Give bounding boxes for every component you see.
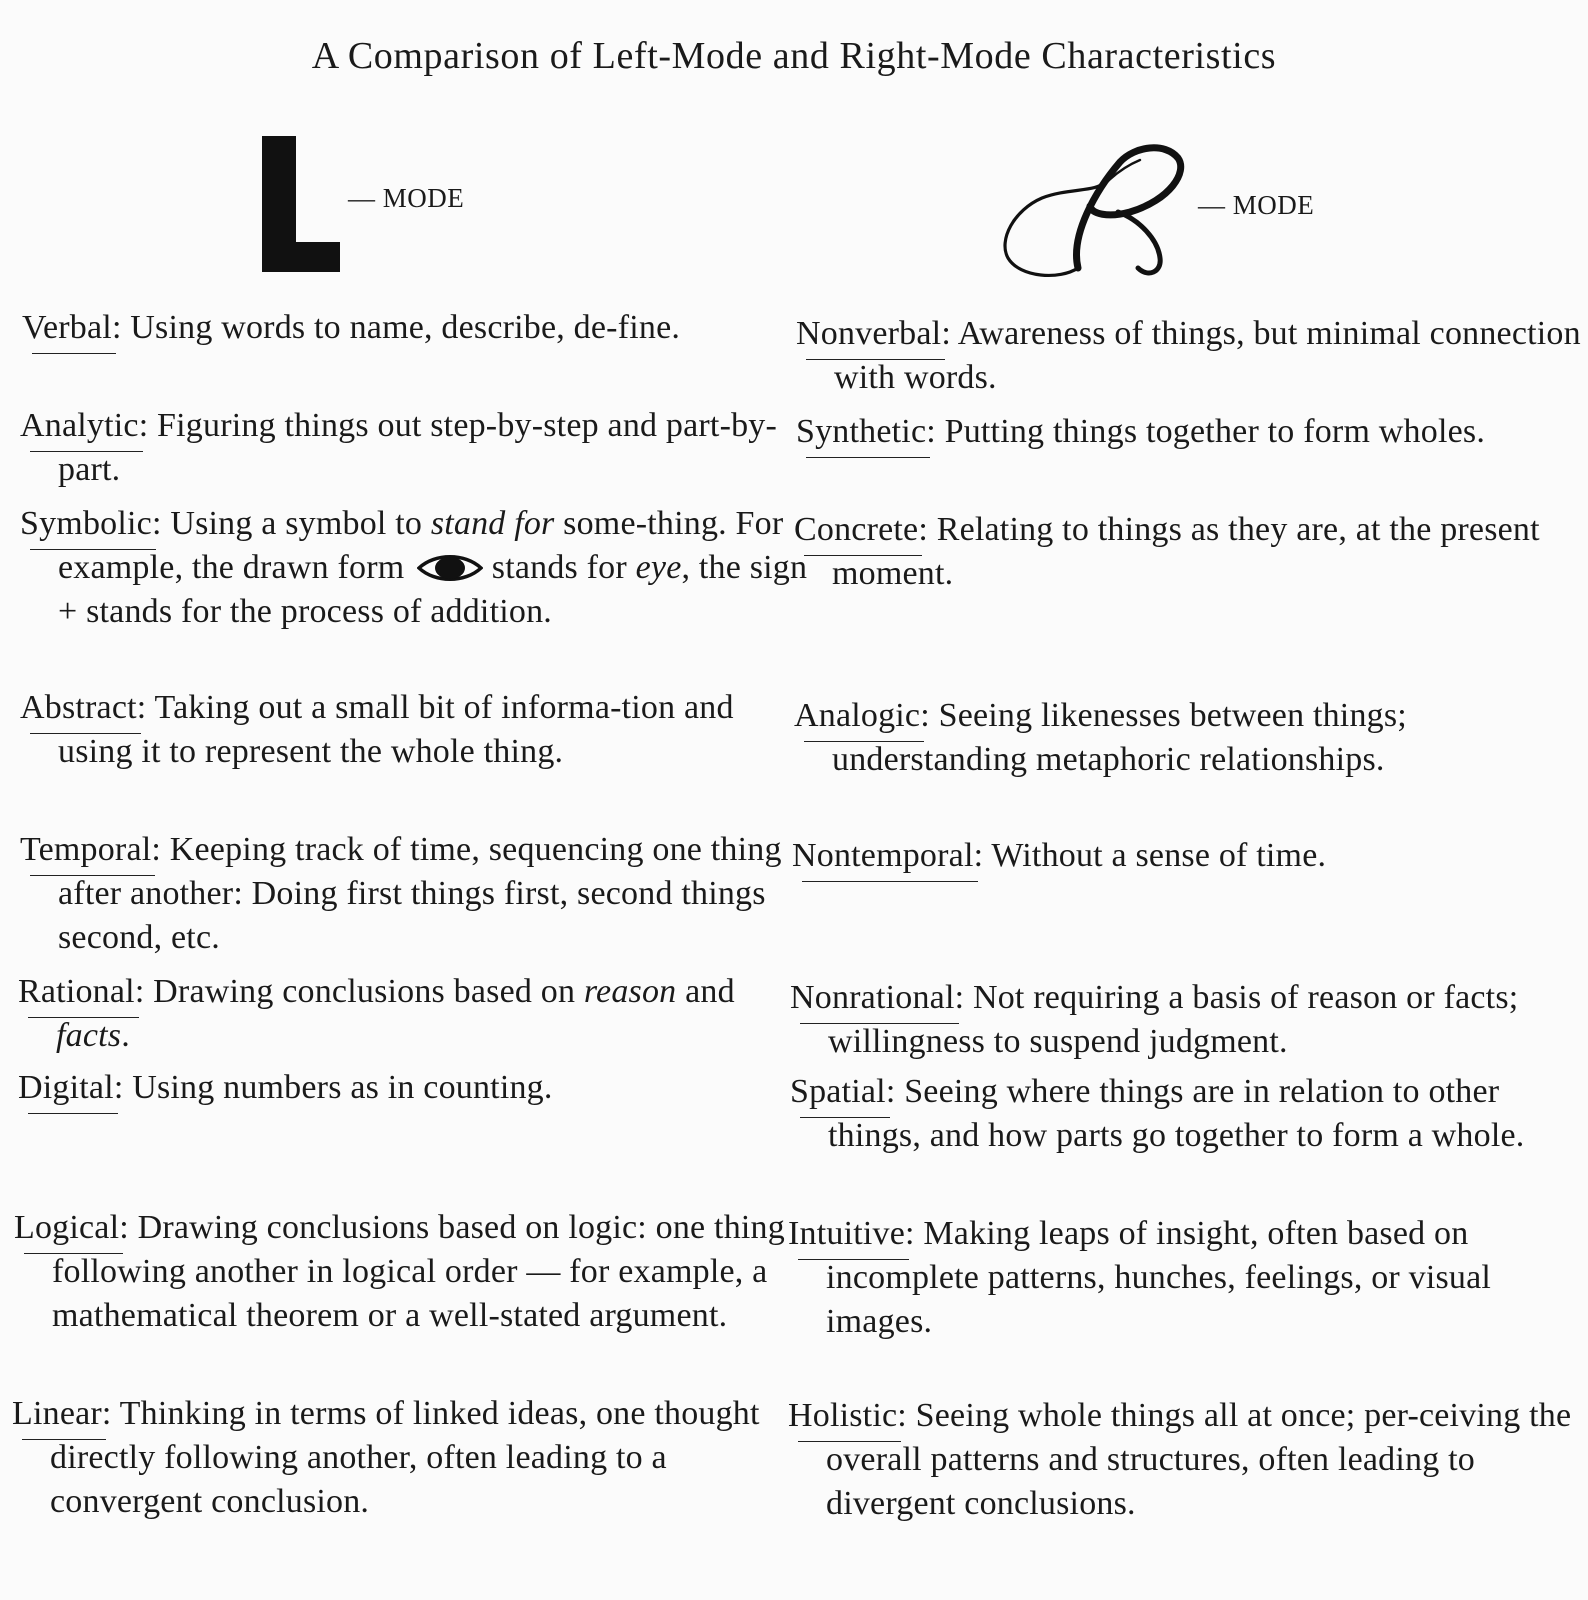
definition: Thinking in terms of linked ideas, one thought directly following another, often leading to a convergent conclusion.: [50, 1395, 760, 1520]
r-mode-label: — MODE: [1198, 189, 1315, 220]
r-mode-script-letter-icon: [1000, 140, 1190, 280]
term: Abstract: [20, 689, 137, 726]
term: Nontemporal: [792, 837, 974, 874]
term: Analytic: [20, 407, 139, 444]
right-item-intuitive: Intuitive: Making leaps of insight, often based on incomplete patterns, hunches, feelings, or visual images.: [788, 1215, 1492, 1340]
term: Spatial: [790, 1073, 886, 1110]
left-item-temporal: Temporal: Keeping track of time, sequencing one thing after another: Doing first things first, second things second, etc.: [20, 831, 782, 956]
term: Logical: [14, 1209, 120, 1246]
right-item-concrete: Concrete: Relating to things as they are, at the present moment.: [794, 511, 1540, 592]
right-item-synthetic: Synthetic: Putting things together to form wholes.: [796, 413, 1486, 450]
definition: Using numbers as in counting.: [132, 1069, 553, 1106]
page-title: A Comparison of Left-Mode and Right-Mode Characteristics: [311, 35, 1277, 77]
r-mode-header: [1000, 140, 1314, 280]
term: Verbal: [22, 309, 112, 346]
term: Rational: [18, 973, 135, 1010]
right-item-nonrational: Nonrational: Not requiring a basis of reason or facts; willingness to suspend judgment.: [790, 979, 1519, 1060]
left-item-verbal: Verbal: Using words to name, describe, de-fine.: [22, 309, 681, 346]
left-item-logical: Logical: Drawing conclusions based on logic: one thing following another in logical order — for example, a mathematical theorem or a well-stated argument.: [14, 1209, 785, 1334]
term: Concrete: [794, 511, 919, 548]
term: Analogic: [794, 697, 921, 734]
term: Symbolic: [20, 505, 152, 542]
definition: Seeing whole things all at once; per-ceiving the overall patterns and structures, often leading to divergent conclusions.: [826, 1397, 1572, 1522]
right-item-holistic: Holistic: Seeing whole things all at once; per-ceiving the overall patterns and structures, often leading to divergent conclusions.: [788, 1397, 1572, 1522]
left-item-digital: Digital: Using numbers as in counting.: [18, 1069, 553, 1106]
term: Digital: [18, 1069, 114, 1106]
l-mode-label: — MODE: [348, 182, 465, 213]
definition: Seeing where things are in relation to other things, and how parts go together to form a whole.: [828, 1073, 1525, 1154]
left-item-symbolic: Symbolic: Using a symbol to stand for some-thing. For example, the drawn form stands for eye, the sign + stands for the process of addition.: [20, 505, 808, 630]
term: Holistic: [788, 1397, 898, 1434]
definition: Seeing likenesses between things; understanding metaphoric relationships.: [832, 697, 1407, 778]
term: Nonverbal: [796, 315, 942, 352]
right-item-spatial: Spatial: Seeing where things are in relation to other things, and how parts go together to form a whole.: [790, 1073, 1525, 1154]
right-item-nonverbal: Nonverbal: Awareness of things, but minimal connection with words.: [796, 315, 1581, 396]
definition: Relating to things as they are, at the present moment.: [832, 511, 1540, 592]
term: Temporal: [20, 831, 152, 868]
left-item-linear: Linear: Thinking in terms of linked ideas, one thought directly following another, often leading to a convergent conclusion.: [12, 1395, 760, 1520]
definition: Using words to name, describe, de-fine.: [130, 309, 681, 346]
left-item-abstract: Abstract: Taking out a small bit of informa-tion and using it to represent the whole thing.: [20, 689, 734, 770]
left-item-rational: Rational: Drawing conclusions based on reason and facts.: [18, 973, 735, 1054]
definition: Without a sense of time.: [991, 837, 1327, 874]
definition: Making leaps of insight, often based on incomplete patterns, hunches, feelings, or visual images.: [826, 1215, 1492, 1340]
term: Synthetic: [796, 413, 927, 450]
term: Nonrational: [790, 979, 955, 1016]
definition: Awareness of things, but minimal connection with words.: [834, 315, 1581, 396]
term: Linear: [12, 1395, 102, 1432]
left-item-analytic: Analytic: Figuring things out step-by-step and part-by-part.: [20, 407, 778, 488]
right-item-nontemporal: Nontemporal: Without a sense of time.: [792, 837, 1327, 874]
definition: Putting things together to form wholes.: [944, 413, 1486, 450]
right-item-analogic: Analogic: Seeing likenesses between things; understanding metaphoric relationships.: [794, 697, 1407, 778]
definition: Taking out a small bit of informa-tion and using it to represent the whole thing.: [58, 689, 734, 770]
definition: Keeping track of time, sequencing one thing after another: Doing first things first, second things second, etc.: [58, 831, 782, 956]
definition: Not requiring a basis of reason or facts; willingness to suspend judgment.: [828, 979, 1519, 1060]
l-mode-header: [262, 136, 464, 272]
definition: Drawing conclusions based on logic: one thing following another in logical order — for example, a mathematical theorem or a well-stated argument.: [52, 1209, 785, 1334]
eye-icon: [417, 555, 483, 581]
term: Intuitive: [788, 1215, 905, 1252]
l-mode-letter-icon: [262, 136, 340, 272]
definition: Figuring things out step-by-step and part-by-part.: [58, 407, 778, 488]
